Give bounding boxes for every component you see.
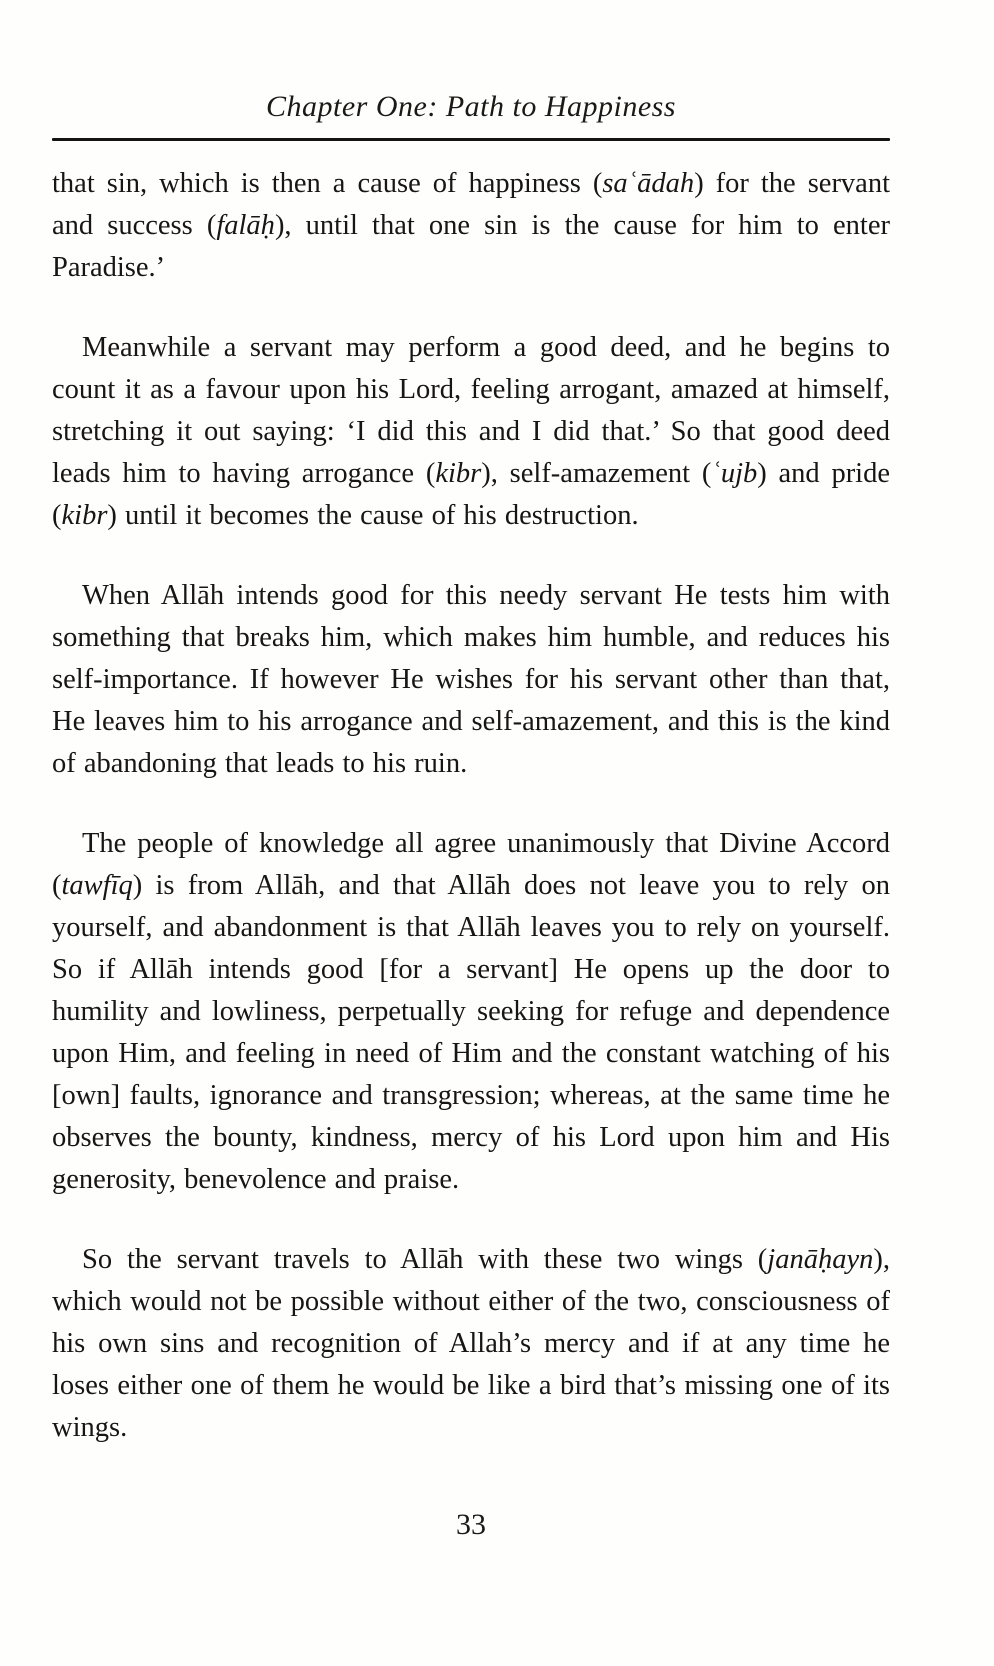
paragraph-text: Meanwhile a servant may perform a good deed, and he begins to count it as a favour upon his Lord, feeling arrogant, amazed at himself, stretching it out saying: ‘I did this and I did that.’ So that good deed leads him to having arrogance ( — [52, 332, 890, 489]
transliteration-term: saʿādah — [602, 168, 695, 199]
paragraph-text: ), self-amazement ( — [481, 458, 712, 489]
paragraph-text: ) is from Allāh, and that Allāh does not leave you to rely on yourself, and abandonment is that Allāh leaves you to rely on yourself. So if Allāh intends good [for a servant] He opens up the door to humility and lowliness, perpetually seeking for refuge and dependence upon Him, and feeling in need of Him and the constant watching of his [own] faults, ignorance and transgression; whereas, at the same time he observes the bounty, kindness, mercy of his Lord upon him and His generosity, benevolence and praise. — [52, 870, 890, 1195]
paragraph — [52, 327, 890, 537]
header-divider — [52, 138, 890, 141]
transliteration-term: janāḥayn — [767, 1244, 874, 1275]
paragraph-text: ) and pride ( — [52, 458, 891, 531]
chapter-header — [52, 90, 890, 141]
paragraph-text: ) for the servant and success ( — [52, 168, 890, 241]
running-header-title: Chapter One: Path to Happiness — [266, 90, 676, 123]
transliteration-term: ʿujb — [711, 458, 758, 489]
paragraph-text: ), until that one sin is the cause for him to enter Paradise.’ — [52, 210, 890, 283]
paragraph-text: ), which would not be possible without either of the two, consciousness of his own sins and recognition of Allah’s mercy and if at any time he loses either one of them he would be like a bird that’s missing one of its wings. — [52, 1244, 890, 1443]
transliteration-term: falāḥ — [216, 210, 275, 241]
paragraph-text: that sin, which is then a cause of happiness ( — [52, 168, 603, 199]
transliteration-term: kibr — [61, 500, 108, 531]
paragraph — [52, 575, 890, 785]
paragraph — [52, 163, 890, 289]
transliteration-term: kibr — [435, 458, 482, 489]
paragraph-text: ) until it becomes the cause of his destruction. — [107, 500, 639, 531]
paragraph — [52, 1239, 890, 1449]
page-footer — [52, 1508, 890, 1542]
paragraph-text: When Allāh intends good for this needy servant He tests him with something that breaks him, which makes him humble, and reduces his self-importance. If however He wishes for his servant other than that, He leaves him to his arrogance and self-amazement, and this is the kind of abandoning that leads to his ruin. — [52, 580, 890, 779]
page-number: 33 — [456, 1508, 486, 1541]
paragraph-text: The people of knowledge all agree unanimously that Divine Accord ( — [52, 828, 890, 901]
paragraph-text: So the servant travels to Allāh with these two wings ( — [82, 1244, 768, 1275]
transliteration-term: tawfīq — [61, 870, 133, 901]
paragraph — [52, 823, 890, 1201]
page-body — [52, 163, 890, 1449]
